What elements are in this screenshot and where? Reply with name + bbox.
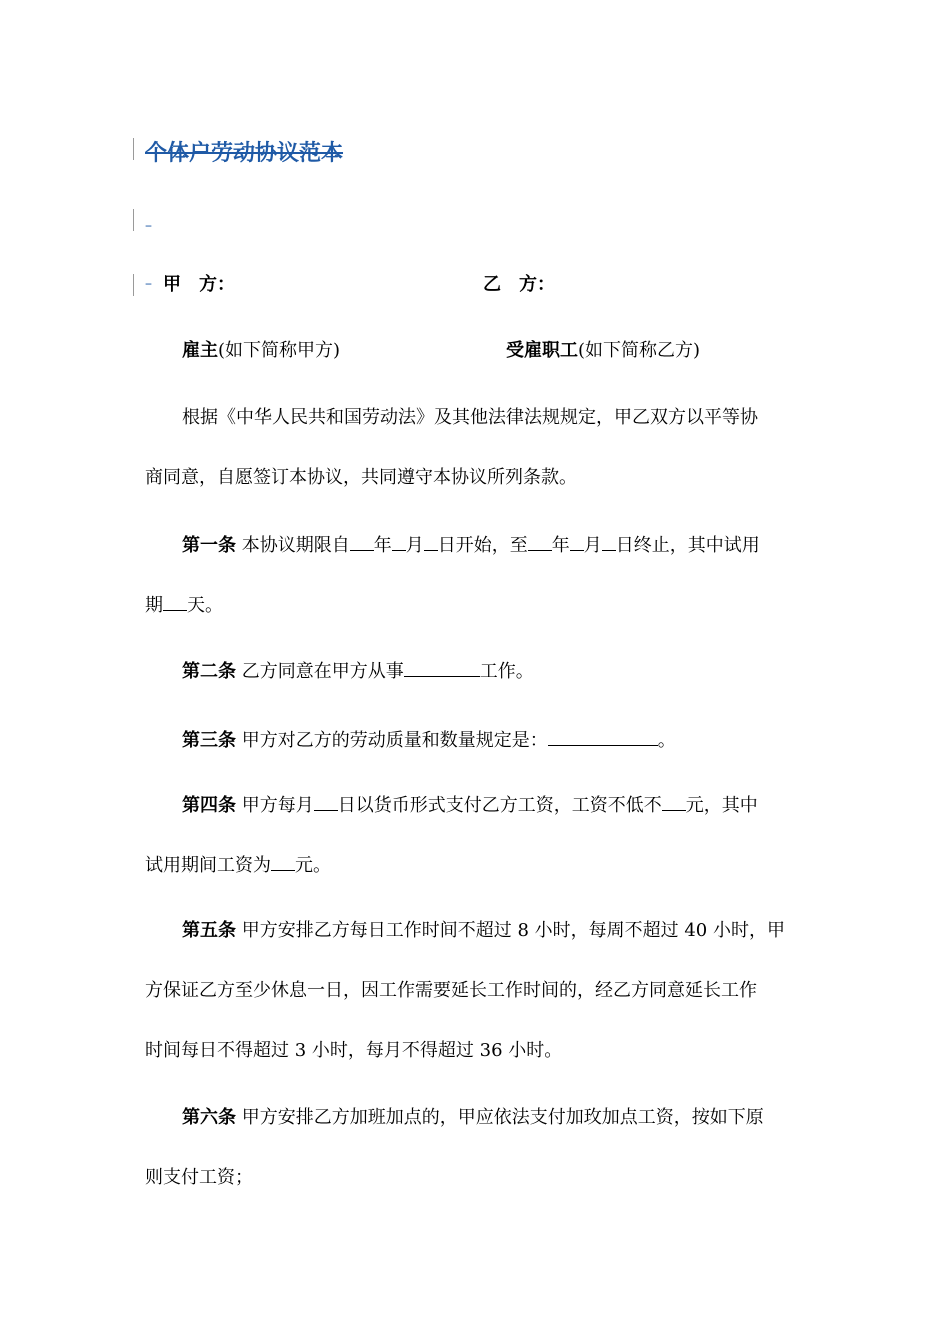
article3-label: 第三条 bbox=[182, 730, 236, 751]
article3-text: 甲方对乙方的劳动质量和数量规定是： bbox=[236, 730, 548, 751]
intro-line-1: 根据《中华人民共和国劳动法》及其他法律法规规定，甲乙双方以平等协 bbox=[182, 407, 758, 428]
employee-line bbox=[506, 339, 700, 363]
article4-text: 元，其中 bbox=[685, 795, 758, 816]
article1-text: 日开始，至 bbox=[437, 535, 528, 556]
blank-field bbox=[424, 532, 438, 551]
article3-text: 。 bbox=[657, 730, 676, 751]
article1-line-1 bbox=[182, 532, 760, 558]
article6-text: 甲方安排乙方加班加点的，甲应依法支付加玫加点工资，按如下原 bbox=[236, 1107, 764, 1128]
document-title: 个体户劳动协议范本 bbox=[145, 140, 344, 166]
article4-text: 试用期间工资为 bbox=[145, 855, 271, 876]
blank-field bbox=[548, 727, 658, 746]
article1-line-2 bbox=[145, 592, 223, 618]
article2-line bbox=[182, 658, 534, 684]
article6-line-1 bbox=[182, 1106, 764, 1130]
intro-line-2: 商同意，自愿签订本协议，共同遵守本协议所列条款。 bbox=[145, 467, 577, 488]
employee-note: (如下简称乙方) bbox=[578, 340, 701, 361]
blank-field bbox=[314, 792, 338, 811]
article4-text: 元。 bbox=[295, 855, 331, 876]
blank-field bbox=[570, 532, 584, 551]
blank-field bbox=[662, 792, 686, 811]
blank-field bbox=[404, 658, 480, 677]
article5-label: 第五条 bbox=[182, 920, 236, 941]
article4-label: 第四条 bbox=[182, 795, 236, 816]
blank-field bbox=[271, 852, 295, 871]
article5-line-3: 时间每日不得超过 3 小时，每月不得超过 36 小时。 bbox=[145, 1040, 563, 1061]
article4-line-1 bbox=[182, 792, 758, 818]
article1-text: 月 bbox=[583, 535, 602, 556]
article5-text: 甲方安排乙方每日工作时间不超过 8 小时，每周不超过 40 小时，甲 bbox=[236, 920, 785, 941]
employer-note: (如下简称甲方) bbox=[218, 340, 341, 361]
article5-line-2: 方保证乙方至少休息一日，因工作需要延长工作时间的，经乙方同意延长工作 bbox=[145, 980, 757, 1001]
deleted-mark: – bbox=[145, 218, 152, 234]
employer-bold: 雇主 bbox=[182, 340, 218, 361]
article2-label: 第二条 bbox=[182, 661, 236, 682]
article5-line-1 bbox=[182, 919, 785, 943]
article2-text: 工作。 bbox=[479, 661, 534, 682]
revision-bar bbox=[133, 138, 134, 160]
article1-text: 月 bbox=[405, 535, 424, 556]
article1-text: 天。 bbox=[187, 595, 223, 616]
article4-line-2 bbox=[145, 852, 331, 878]
article6-label: 第六条 bbox=[182, 1107, 236, 1128]
article1-text: 本协议期限自 bbox=[236, 535, 350, 556]
article1-label: 第一条 bbox=[182, 535, 236, 556]
employee-bold: 受雇职工 bbox=[506, 340, 578, 361]
revision-bar bbox=[133, 274, 134, 296]
party-a-label: 甲 方： bbox=[163, 274, 235, 295]
article1-text: 年 bbox=[551, 535, 570, 556]
article3-line bbox=[182, 727, 676, 753]
article4-text: 日以货币形式支付乙方工资，工资不低不 bbox=[337, 795, 662, 816]
blank-field bbox=[350, 532, 374, 551]
article4-text: 甲方每月 bbox=[236, 795, 314, 816]
deleted-mark: – bbox=[145, 276, 152, 292]
article6-line-2: 则支付工资； bbox=[145, 1167, 253, 1188]
revision-bar bbox=[133, 209, 134, 231]
article1-text: 年 bbox=[373, 535, 392, 556]
blank-field bbox=[392, 532, 406, 551]
employer-line bbox=[182, 339, 340, 363]
article1-text: 日终止，其中试用 bbox=[615, 535, 760, 556]
party-b-label: 乙 方： bbox=[483, 274, 555, 295]
article1-text: 期 bbox=[145, 595, 163, 616]
blank-field bbox=[163, 592, 187, 611]
blank-field bbox=[602, 532, 616, 551]
article2-text: 乙方同意在甲方从事 bbox=[236, 661, 404, 682]
blank-field bbox=[528, 532, 552, 551]
